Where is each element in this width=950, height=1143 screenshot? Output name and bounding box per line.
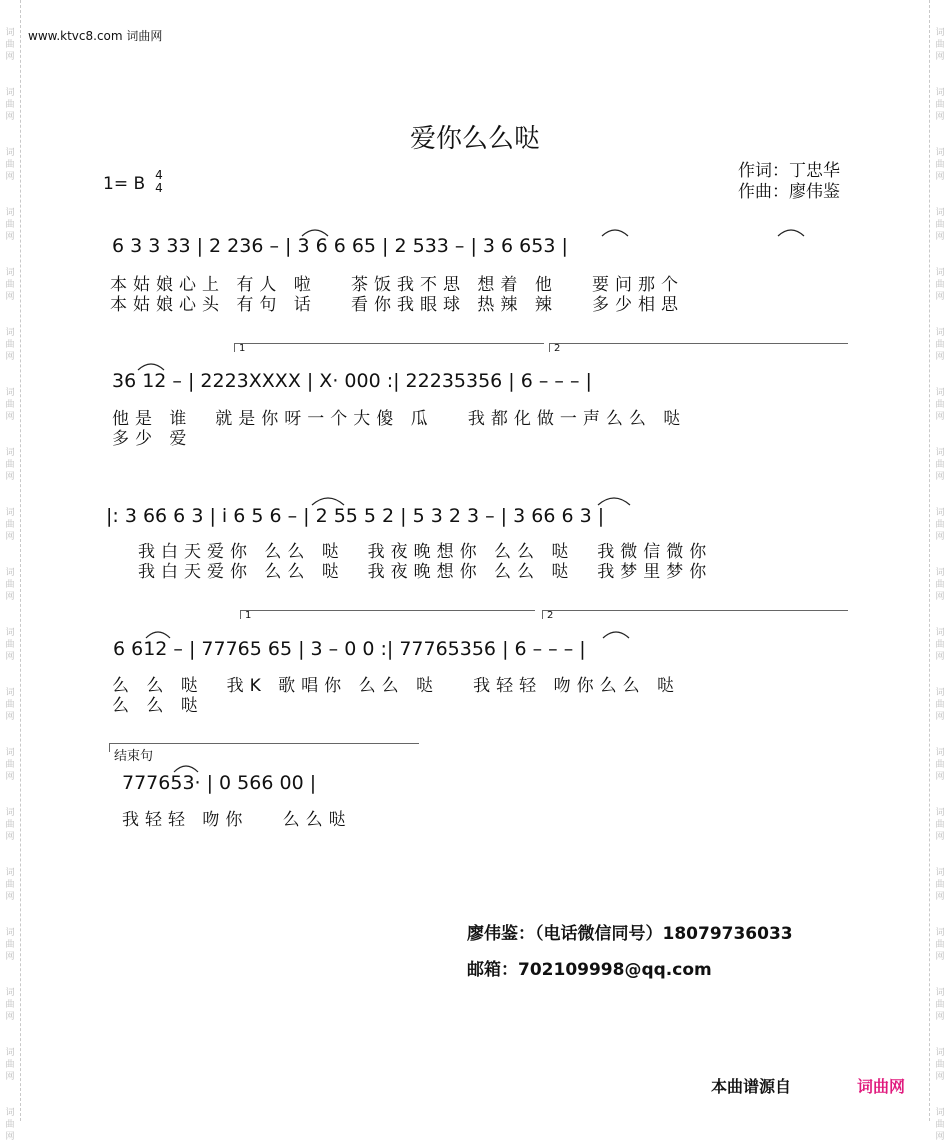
score-row-1-lyrics-1: 本姑娘心上 有人 啦 茶饭我不思 想着 他 要问那个 bbox=[110, 275, 685, 295]
side-watermark-char: 词 bbox=[935, 808, 945, 818]
side-watermark-char: 曲 bbox=[5, 880, 15, 890]
side-watermark-char: 网 bbox=[5, 1012, 15, 1022]
side-watermark-char: 词 bbox=[935, 748, 945, 758]
side-watermark-char: 曲 bbox=[5, 940, 15, 950]
score-row-4-lyrics-2: 么 么 哒 bbox=[112, 696, 204, 716]
side-watermark-char: 网 bbox=[5, 712, 15, 722]
score-row-1-lyrics-2: 本姑娘心头 有句 话 看你我眼球 热辣 辣 多少相思 bbox=[110, 295, 685, 315]
side-watermark-char: 词 bbox=[5, 88, 15, 98]
side-watermark-char: 词 bbox=[5, 568, 15, 578]
side-watermark-char: 网 bbox=[935, 112, 945, 122]
second-ending-number: 2 bbox=[554, 343, 561, 354]
side-watermark-char: 曲 bbox=[5, 1120, 15, 1130]
side-watermark-char: 曲 bbox=[5, 160, 15, 170]
side-watermark-char: 词 bbox=[5, 208, 15, 218]
side-watermark-char: 曲 bbox=[935, 160, 945, 170]
side-watermark-char: 曲 bbox=[935, 100, 945, 110]
side-watermark-char: 词 bbox=[935, 268, 945, 278]
side-watermark-char: 网 bbox=[935, 1072, 945, 1082]
side-watermark-char: 词 bbox=[5, 688, 15, 698]
side-watermark-char: 曲 bbox=[935, 880, 945, 890]
side-watermark-char: 词 bbox=[935, 88, 945, 98]
source-label: 本曲谱源自 bbox=[711, 1077, 792, 1096]
side-watermark-char: 网 bbox=[5, 1132, 15, 1142]
side-watermark-char: 词 bbox=[5, 1108, 15, 1118]
side-watermark-char: 曲 bbox=[935, 580, 945, 590]
side-watermark-char: 词 bbox=[5, 28, 15, 38]
side-watermark-char: 曲 bbox=[935, 700, 945, 710]
slur-group bbox=[138, 230, 804, 772]
slur-arc bbox=[146, 632, 170, 638]
first-ending-number-2: 1 bbox=[245, 610, 252, 621]
side-watermark-char: 曲 bbox=[935, 460, 945, 470]
side-watermark-char: 曲 bbox=[5, 100, 15, 110]
side-watermark-char: 词 bbox=[5, 508, 15, 518]
side-watermark-char: 曲 bbox=[5, 640, 15, 650]
score-row-2-notes: 36 12 – | 2223XXXX | X· 000 :| 22235356 | 6 – – – | bbox=[112, 370, 592, 392]
side-watermark-char: 曲 bbox=[5, 580, 15, 590]
side-watermark-char: 网 bbox=[5, 772, 15, 782]
side-watermark-char: 曲 bbox=[935, 280, 945, 290]
side-watermark-char: 曲 bbox=[5, 1000, 15, 1010]
side-watermark-char: 网 bbox=[5, 412, 15, 422]
slur-arc bbox=[138, 364, 164, 370]
side-watermark-char: 网 bbox=[935, 472, 945, 482]
side-watermark-char: 曲 bbox=[935, 940, 945, 950]
side-watermark-char: 网 bbox=[5, 952, 15, 962]
side-watermark-char: 词 bbox=[5, 148, 15, 158]
side-watermark-char: 词 bbox=[935, 208, 945, 218]
side-watermark-char: 词 bbox=[5, 928, 15, 938]
site-header: www.ktvc8.com 词曲网 bbox=[28, 29, 163, 43]
side-watermark-char: 词 bbox=[935, 688, 945, 698]
side-watermark-char: 词 bbox=[935, 1048, 945, 1058]
side-watermark-char: 词 bbox=[5, 868, 15, 878]
score-row-2-lyrics-1: 他是 谁 就是你呀一个大傻 瓜 我都化做一声么么 哒 bbox=[112, 409, 687, 429]
side-watermark-char: 曲 bbox=[935, 340, 945, 350]
side-watermark-char: 词 bbox=[935, 1108, 945, 1118]
side-watermark-char: 词 bbox=[935, 328, 945, 338]
side-watermark-char: 网 bbox=[935, 1012, 945, 1022]
score-row-5-lyrics-1: 我轻轻 吻你 么么哒 bbox=[122, 810, 352, 830]
side-watermark-char: 曲 bbox=[935, 820, 945, 830]
side-watermark-char: 网 bbox=[935, 712, 945, 722]
slur-arc bbox=[778, 230, 804, 236]
side-watermark-char: 网 bbox=[5, 112, 15, 122]
side-watermark-char: 词 bbox=[5, 268, 15, 278]
side-watermark-char: 网 bbox=[935, 232, 945, 242]
contact-name-phone: 廖伟鉴：（电话微信同号）18079736033 bbox=[467, 924, 793, 944]
score-row-4-lyrics-1: 么 么 哒 我K 歌唱你 么么 哒 我轻轻 吻你么么 哒 bbox=[112, 676, 680, 696]
contact-email: 邮箱：702109998@qq.com bbox=[467, 960, 712, 980]
side-watermark-char: 网 bbox=[5, 652, 15, 662]
side-watermark-char: 网 bbox=[935, 352, 945, 362]
side-watermark-char: 词 bbox=[5, 448, 15, 458]
side-watermark-char: 网 bbox=[935, 592, 945, 602]
side-watermark-char: 曲 bbox=[935, 400, 945, 410]
side-watermark-char: 网 bbox=[935, 892, 945, 902]
side-watermark-char: 曲 bbox=[5, 760, 15, 770]
side-watermark-char: 曲 bbox=[5, 340, 15, 350]
side-watermark-char: 曲 bbox=[5, 460, 15, 470]
first-ending-number: 1 bbox=[239, 343, 246, 354]
score-row-1-notes: 6 3 3 33 | 2 236 – | 3 6 6 65 | 2 533 – | 3 6 653 | bbox=[112, 235, 568, 257]
slur-arc bbox=[603, 632, 629, 638]
side-watermark-char: 曲 bbox=[935, 760, 945, 770]
side-watermark-char: 网 bbox=[5, 352, 15, 362]
side-watermark-char: 词 bbox=[5, 808, 15, 818]
slur-arc bbox=[598, 498, 630, 505]
slur-arc bbox=[174, 766, 198, 772]
side-watermark-char: 网 bbox=[5, 292, 15, 302]
side-watermark-char: 曲 bbox=[5, 1060, 15, 1070]
slur-arc bbox=[602, 230, 628, 236]
side-watermark-char: 词 bbox=[935, 928, 945, 938]
score-row-3-lyrics-1: 我白天爱你 么么 哒 我夜晚想你 么么 哒 我微信微你 bbox=[138, 542, 713, 562]
side-watermark-char: 曲 bbox=[5, 40, 15, 50]
side-watermark-char: 网 bbox=[935, 412, 945, 422]
side-watermark-char: 词 bbox=[5, 748, 15, 758]
side-watermark-char: 网 bbox=[5, 52, 15, 62]
side-watermark-char: 词 bbox=[5, 1048, 15, 1058]
side-watermark-char: 曲 bbox=[935, 220, 945, 230]
score-row-3-notes: |: 3 66 6 3 | i 6 5 6 – | 2 55 5 2 | 5 3 2 3 – | 3 66 6 3 | bbox=[106, 505, 605, 527]
time-signature-top: 4 bbox=[155, 168, 163, 182]
score-row-5-notes: 777653· | 0 566 00 | bbox=[122, 772, 317, 794]
second-ending-number-2: 2 bbox=[547, 610, 554, 621]
side-watermark-char: 网 bbox=[5, 1072, 15, 1082]
side-watermark-char: 词 bbox=[935, 568, 945, 578]
side-watermark-char: 词 bbox=[5, 328, 15, 338]
side-watermark-char: 曲 bbox=[5, 400, 15, 410]
coda-label: 结束句 bbox=[114, 749, 154, 764]
side-watermark-char: 曲 bbox=[935, 520, 945, 530]
side-watermark-char: 网 bbox=[935, 532, 945, 542]
side-watermark-char: 曲 bbox=[5, 220, 15, 230]
side-watermark-char: 曲 bbox=[935, 1000, 945, 1010]
side-watermark-char: 词 bbox=[935, 868, 945, 878]
side-watermark-char: 曲 bbox=[5, 280, 15, 290]
side-watermark-char: 曲 bbox=[5, 520, 15, 530]
side-watermark-char: 网 bbox=[5, 532, 15, 542]
side-watermark-char: 网 bbox=[935, 832, 945, 842]
side-watermark-char: 网 bbox=[935, 952, 945, 962]
side-watermark-char: 网 bbox=[5, 172, 15, 182]
score-row-3-lyrics-2: 我白天爱你 么么 哒 我夜晚想你 么么 哒 我梦里梦你 bbox=[138, 562, 713, 582]
side-watermark-char: 网 bbox=[935, 1132, 945, 1142]
side-watermark-char: 词 bbox=[935, 448, 945, 458]
lyricist-credit: 作词：丁忠华 bbox=[738, 161, 840, 181]
side-watermark-char: 曲 bbox=[935, 40, 945, 50]
score-row-4-notes: 6 612 – | 77765 65 | 3 – 0 0 :| 77765356 | 6 – – – | bbox=[113, 638, 586, 660]
side-watermark-char: 网 bbox=[935, 652, 945, 662]
page-title: 爱你么么哒 bbox=[409, 124, 540, 154]
side-watermark-char: 词 bbox=[935, 508, 945, 518]
side-watermark-char: 网 bbox=[5, 472, 15, 482]
side-watermark-char: 词 bbox=[935, 148, 945, 158]
brand-logo: 词曲网 bbox=[857, 1077, 906, 1096]
side-watermark-char: 词 bbox=[935, 988, 945, 998]
side-watermark-char: 词 bbox=[5, 388, 15, 398]
slur-arc bbox=[302, 230, 328, 236]
side-watermark-char: 词 bbox=[935, 628, 945, 638]
time-signature-bottom: 4 bbox=[155, 181, 163, 195]
side-watermark-char: 词 bbox=[5, 628, 15, 638]
composer-credit: 作曲：廖伟鉴 bbox=[738, 182, 840, 202]
side-watermark-char: 网 bbox=[5, 592, 15, 602]
side-watermark-char: 词 bbox=[935, 28, 945, 38]
score-row-2-lyrics-2: 多少 爱 bbox=[112, 429, 193, 449]
side-watermark-char: 网 bbox=[935, 172, 945, 182]
key-signature: 1= B bbox=[103, 174, 146, 194]
side-watermark-char: 曲 bbox=[935, 640, 945, 650]
side-watermark-char: 曲 bbox=[5, 820, 15, 830]
slur-arc bbox=[312, 498, 344, 505]
side-watermark-char: 网 bbox=[935, 292, 945, 302]
side-watermark-char: 网 bbox=[5, 832, 15, 842]
side-watermark-char: 词 bbox=[935, 388, 945, 398]
side-watermark-char: 曲 bbox=[935, 1060, 945, 1070]
side-watermark-char: 曲 bbox=[5, 700, 15, 710]
side-watermark-char: 网 bbox=[5, 892, 15, 902]
side-watermark-char: 网 bbox=[5, 232, 15, 242]
side-watermark-char: 词 bbox=[5, 988, 15, 998]
side-watermark-char: 网 bbox=[935, 52, 945, 62]
side-watermark-char: 网 bbox=[935, 772, 945, 782]
side-watermark-char: 曲 bbox=[935, 1120, 945, 1130]
